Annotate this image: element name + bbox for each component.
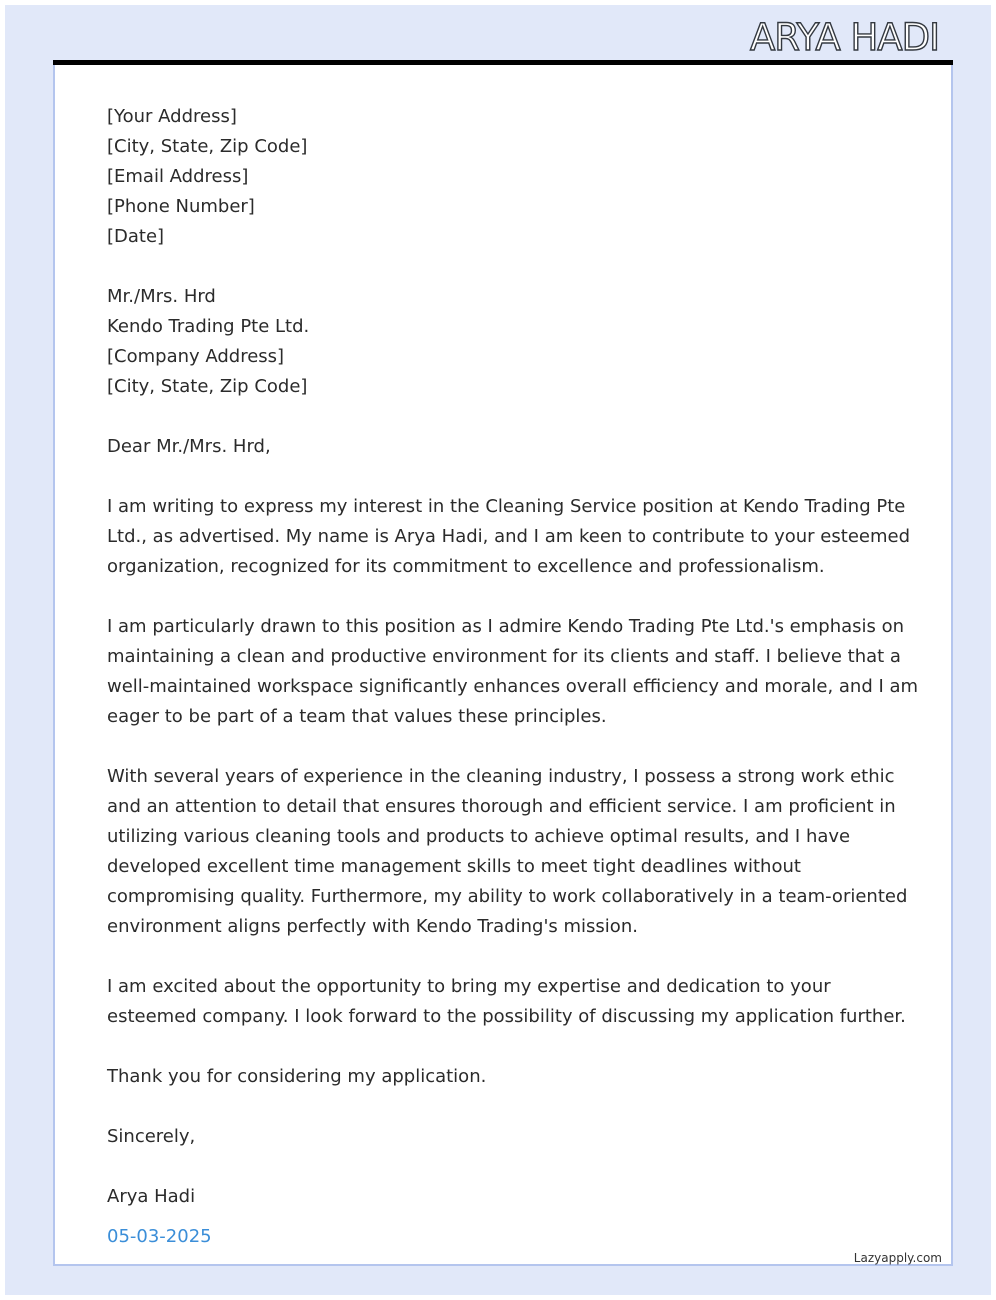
paragraph-line: utilizing various cleaning tools and products to achieve optimal results, and I have: [107, 826, 851, 847]
letter-body: [107, 102, 919, 1212]
recipient-name: Mr./Mrs. Hrd: [107, 286, 216, 307]
sender-email: [Email Address]: [107, 166, 249, 187]
paragraph-line: Ltd., as advertised. My name is Arya Hadi, and I am keen to contribute to your esteemed: [107, 526, 910, 547]
spacer: [107, 942, 907, 972]
paragraph-line: I am particularly drawn to this position as I admire Kendo Trading Pte Ltd.'s emphasis on: [107, 616, 905, 637]
paragraph-line: I am writing to express my interest in the Cleaning Service position at Kendo Trading Pte: [107, 496, 906, 517]
signed-date: 05-03-2025: [107, 1226, 212, 1247]
paragraph-3: [107, 762, 907, 942]
recipient-city-state-zip: [City, State, Zip Code]: [107, 376, 308, 397]
recipient-company: Kendo Trading Pte Ltd.: [107, 316, 310, 337]
paragraph-4: [107, 972, 907, 1032]
letter-page: [53, 65, 953, 1266]
paragraph-line: I am excited about the opportunity to bring my expertise and dedication to your: [107, 976, 831, 997]
paragraph-2: [107, 612, 919, 732]
paragraph-line: maintaining a clean and productive environment for its clients and staff. I believe that a: [107, 646, 901, 667]
header-name: ARYA HADI: [750, 16, 939, 59]
watermark: Lazyapply.com: [853, 1251, 942, 1265]
spacer: [107, 462, 907, 492]
paragraph-line: eager to be part of a team that values these principles.: [107, 706, 607, 727]
paragraph-line: organization, recognized for its commitment to excellence and professionalism.: [107, 556, 825, 577]
spacer: [107, 1092, 907, 1122]
spacer: [107, 582, 907, 612]
thanks-line: Thank you for considering my application.: [107, 1066, 487, 1087]
sender-address: [Your Address]: [107, 106, 237, 127]
paragraph-line: With several years of experience in the cleaning industry, I possess a strong work ethic: [107, 766, 895, 787]
paragraph-1: [107, 492, 910, 582]
paragraph-line: compromising quality. Furthermore, my ability to work collaboratively in a team-oriented: [107, 886, 908, 907]
sender-date: [Date]: [107, 226, 165, 247]
paragraph-line: well-maintained workspace significantly enhances overall efficiency and morale, and I am: [107, 676, 919, 697]
spacer: [107, 1152, 907, 1182]
spacer: [107, 1032, 907, 1062]
closing: Sincerely,: [107, 1126, 196, 1147]
sender-block: [107, 102, 907, 252]
paragraph-line: and an attention to detail that ensures thorough and efficient service. I am proficient in: [107, 796, 896, 817]
recipient-block: [107, 282, 907, 402]
salutation: Dear Mr./Mrs. Hrd,: [107, 436, 271, 457]
spacer: [107, 402, 907, 432]
spacer: [107, 252, 907, 282]
signature-name: Arya Hadi: [107, 1186, 196, 1207]
sender-phone: [Phone Number]: [107, 196, 255, 217]
paragraph-line: esteemed company. I look forward to the possibility of discussing my application further.: [107, 1006, 906, 1027]
recipient-address: [Company Address]: [107, 346, 285, 367]
spacer: [107, 732, 907, 762]
paragraph-line: environment aligns perfectly with Kendo Trading's mission.: [107, 916, 638, 937]
paragraph-line: developed excellent time management skills to meet tight deadlines without: [107, 856, 801, 877]
page-background: [5, 5, 991, 1295]
sender-city-state-zip: [City, State, Zip Code]: [107, 136, 308, 157]
